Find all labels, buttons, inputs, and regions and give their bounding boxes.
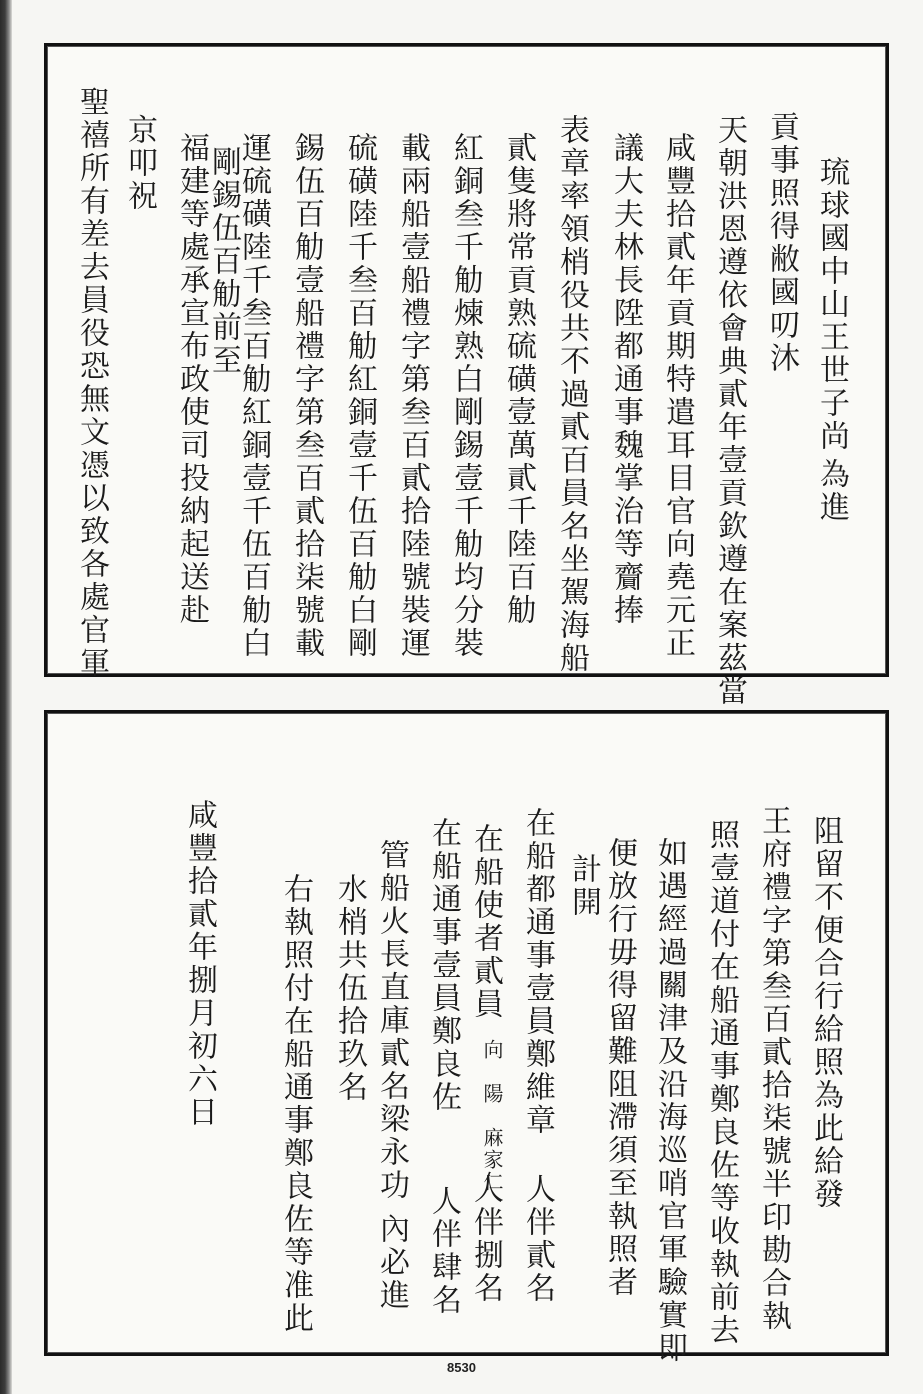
text-column: 貳隻將常貢熟硫磺壹萬貳千陸百觔 — [501, 132, 536, 627]
text-column: 表章率領梢役共不過貳百員名坐駕海船 — [554, 114, 589, 675]
text-column: 運硫磺陸千叁百觔紅銅壹千伍百觔白 — [236, 132, 271, 660]
text-column: 錫伍百觔壹船禮字第叁百貳拾柒號載 — [289, 132, 324, 660]
text-column: 王府禮字第叁百貳拾柒號半印勘合執 — [756, 805, 791, 1333]
roster-entry: 水梢共伍拾玖名 — [332, 873, 367, 1104]
roster-entry: 在船都通事壹員鄭維章 — [520, 807, 555, 1137]
text-column: 天朝洪恩遵依會典貳年壹貢欽遵在案茲當 — [712, 114, 747, 708]
text-column: 議大夫林長陞都通事魏掌治等齎捧 — [608, 132, 643, 627]
roster-note: 人伴捌名 — [468, 1173, 503, 1305]
text-column: 紅銅叁千觔煉熟白剛錫壹千觔均分裝 — [448, 132, 483, 660]
text-column: 如遇經過關津及沿海巡哨官軍驗實即 — [652, 837, 687, 1365]
text-column: 硫磺陸千叁百觔紅銅壹千伍百觔白剛 — [342, 132, 377, 660]
text-column: 聖禧所有差去員役恐無文憑以致各處官軍 — [74, 86, 109, 680]
roster-note: 人伴貳名 — [520, 1173, 555, 1305]
top-document-panel — [44, 43, 889, 708]
text-column: 福建等處承宣布政使司投納起送赴 — [174, 132, 209, 627]
text-column: 照壹道付在船通事鄭良佐等收執前去 — [704, 819, 739, 1347]
roster-entry: 在船使者貳員 — [468, 823, 503, 1021]
text-column: 貢事照得敝國叨沐 — [764, 111, 799, 375]
roster-note: 人伴肆名 — [426, 1185, 461, 1317]
section-heading: 計開 — [566, 853, 601, 919]
roster-entry: 在船通事壹員鄭良佐 — [426, 817, 461, 1114]
header-title: 琉球國中山王世子尚 — [814, 156, 849, 453]
bottom-document-panel — [44, 710, 889, 1365]
roster-names: 向 陽 麻家仁 — [480, 1039, 504, 1193]
document-date: 咸豐拾貳年捌月初六日 — [182, 799, 217, 1129]
text-column: 便放行毋得留難阻滯須至執照者 — [602, 837, 637, 1299]
text-column: 剛錫伍百觔前至 — [206, 146, 241, 377]
header-suffix: 為進 — [814, 458, 849, 524]
roster-entry: 管船火長直庫貳名梁永功 — [374, 839, 409, 1202]
text-column: 咸豐拾貳年貢期特遣耳目官向堯元正 — [660, 132, 695, 660]
text-column: 載兩船壹船禮字第叁百貳拾陸號裝運 — [395, 132, 430, 660]
text-column: 阻留不便合行給照為此給發 — [808, 815, 843, 1211]
text-column: 京叩祝 — [122, 114, 157, 213]
book-binding-edge — [0, 0, 12, 1394]
roster-note: 內必進 — [374, 1213, 409, 1312]
closing-line: 右執照付在船通事鄭良佐等准此 — [278, 873, 313, 1335]
page-number: 8530 — [447, 1360, 476, 1375]
